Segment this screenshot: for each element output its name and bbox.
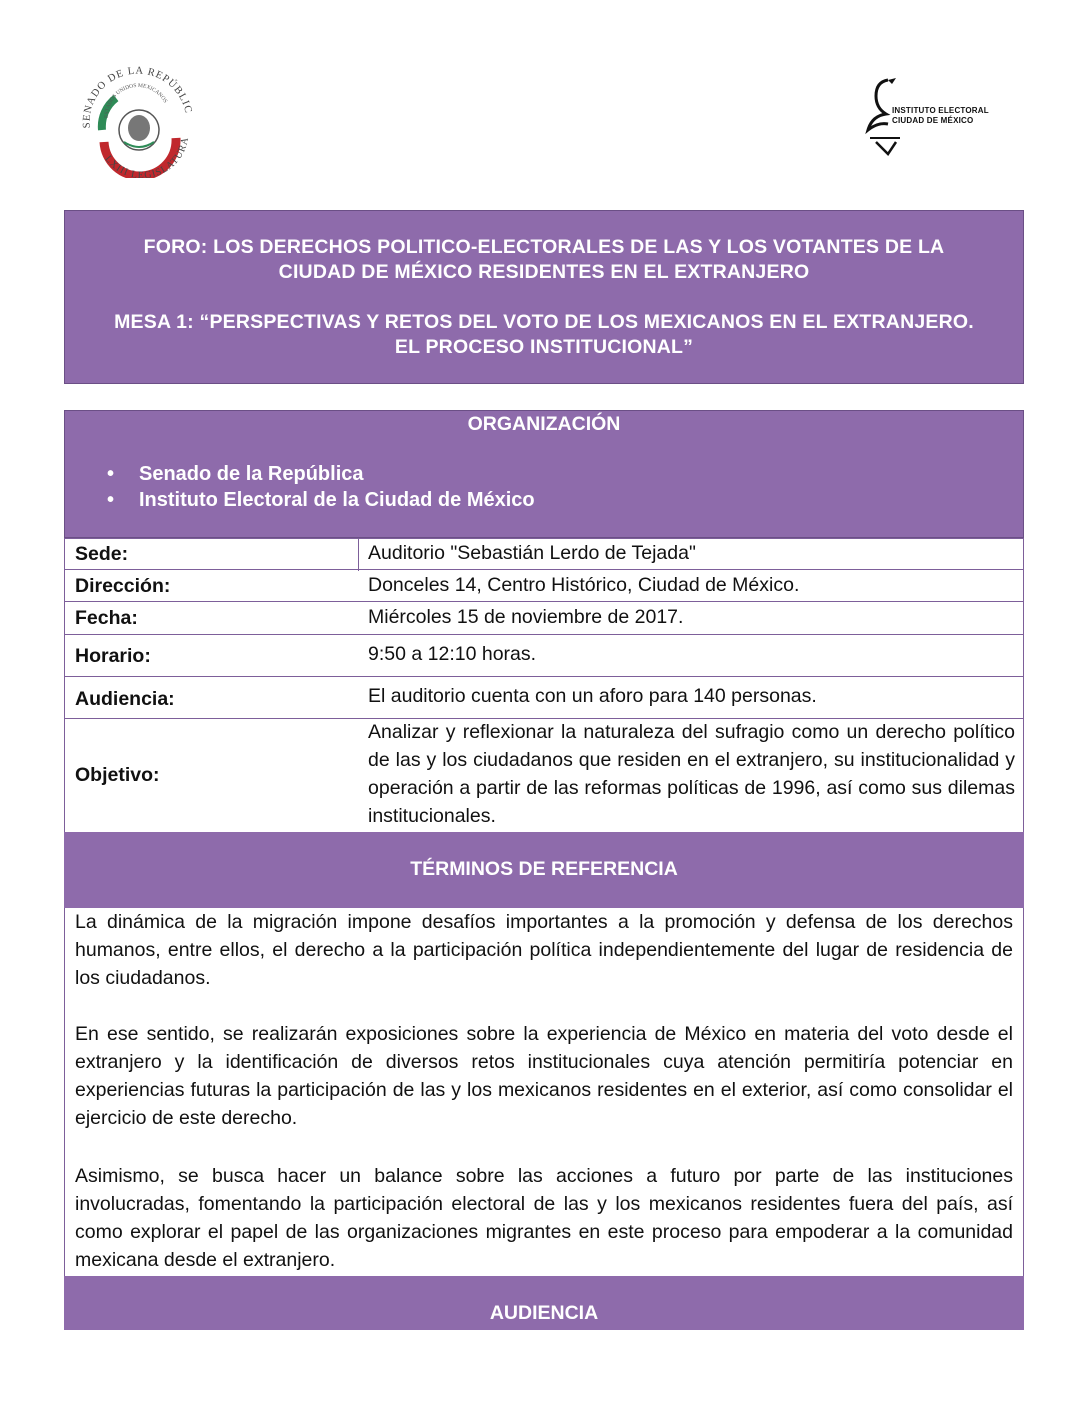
fecha-label: Fecha: <box>75 607 138 629</box>
direccion-value: Donceles 14, Centro Histórico, Ciudad de México. <box>368 574 800 596</box>
detail-row-objetivo <box>64 718 1024 832</box>
detail-row-fecha <box>64 601 1024 635</box>
organization-item <box>107 489 535 512</box>
svg-text:ESTADOS UNIDOS MEXICANOS <box>104 83 168 118</box>
audiencia-value: El auditorio cuenta con un aforo para 140 personas. <box>368 685 817 707</box>
senado-inner-text: ESTADOS UNIDOS MEXICANOS <box>103 82 169 119</box>
forum-title-block <box>64 210 1024 384</box>
terms-paragraph: La dinámica de la migración impone desafíos importantes a la promoción y defensa de los derechos humanos, entre ellos, el derecho a la participación política independientemente del lugar de residencia de los ciudadanos. <box>75 911 1013 989</box>
detail-row-sede <box>64 538 1024 570</box>
bullet-icon: • <box>107 489 115 511</box>
bullet-icon: • <box>107 463 115 485</box>
direccion-label: Dirección: <box>75 575 171 597</box>
senado-top-text: SENADO DE LA REPÚBLIC <box>81 65 194 129</box>
terms-paragraph: En ese sentido, se realizarán exposiciones sobre la experiencia de México en materia del voto desde el extranjero y la identificación de diversos retos institucionales cuya atención permitiría potenciar en experiencias futuras la participación de las y los mexicanos residentes en el exterior, así como consolidar el ejercicio de este derecho. <box>75 1023 1013 1129</box>
detail-row-direccion <box>64 569 1024 602</box>
organization-item-label: Senado de la República <box>139 463 364 485</box>
terms-body <box>64 908 1024 1276</box>
horario-value: 9:50 a 12:10 horas. <box>368 643 537 665</box>
title-line-4: EL PROCESO INSTITUCIONAL” <box>394 336 694 358</box>
organization-item-label: Instituto Electoral de la Ciudad de México <box>139 489 535 511</box>
objetivo-label: Objetivo: <box>75 764 160 786</box>
audience-heading: AUDIENCIA <box>489 1302 599 1324</box>
organization-item <box>107 463 364 486</box>
organization-block <box>64 410 1024 538</box>
detail-row-audiencia <box>64 676 1024 719</box>
senado-bottom-text: LXIII LEGISLATURA <box>102 135 192 178</box>
audience-heading-bar <box>64 1276 1024 1330</box>
detail-row-horario <box>64 634 1024 677</box>
iecm-logo <box>862 74 1012 162</box>
fecha-value: Miércoles 15 de noviembre de 2017. <box>368 606 684 628</box>
terms-heading: TÉRMINOS DE REFERENCIA <box>410 858 678 880</box>
sede-label: Sede: <box>75 543 129 565</box>
title-line-3: MESA 1: “PERSPECTIVAS Y RETOS DEL VOTO DE LOS MEXICANOS EN EL EXTRANJERO. <box>114 311 974 333</box>
horario-label: Horario: <box>75 645 151 667</box>
iecm-line1: INSTITUTO ELECTORAL <box>892 106 989 115</box>
title-line-2: CIUDAD DE MÉXICO RESIDENTES EN EL EXTRANJERO <box>278 261 810 283</box>
audiencia-label: Audiencia: <box>75 688 175 710</box>
terms-paragraph: Asimismo, se busca hacer un balance sobre las acciones a futuro por parte de las instituciones involucradas, fomentando la participación electoral de las y los mexicanos residentes fuera del país, así como explorar el papel de las organizaciones migrantes en este proceso para empoderar a la comunidad mexicana desde el extranjero. <box>75 1165 1013 1271</box>
title-line-1: FORO: LOS DERECHOS POLITICO-ELECTORALES DE LAS Y LOS VOTANTES DE LA <box>143 236 945 258</box>
organization-heading: ORGANIZACIÓN <box>467 413 621 435</box>
sede-value: Auditorio "Sebastián Lerdo de Tejada" <box>368 542 696 564</box>
iecm-line2: CIUDAD DE MÉXICO <box>892 116 974 125</box>
senado-seal-logo <box>72 58 202 178</box>
objetivo-value: Analizar y reflexionar la naturaleza del sufragio como un derecho político de las y los ciudadanos que residen en el extranjero, su institucionalidad y operación a partir de las reformas políticas de 1996, así como sus dilemas institucionales. <box>368 721 1015 827</box>
terms-heading-bar <box>64 832 1024 908</box>
